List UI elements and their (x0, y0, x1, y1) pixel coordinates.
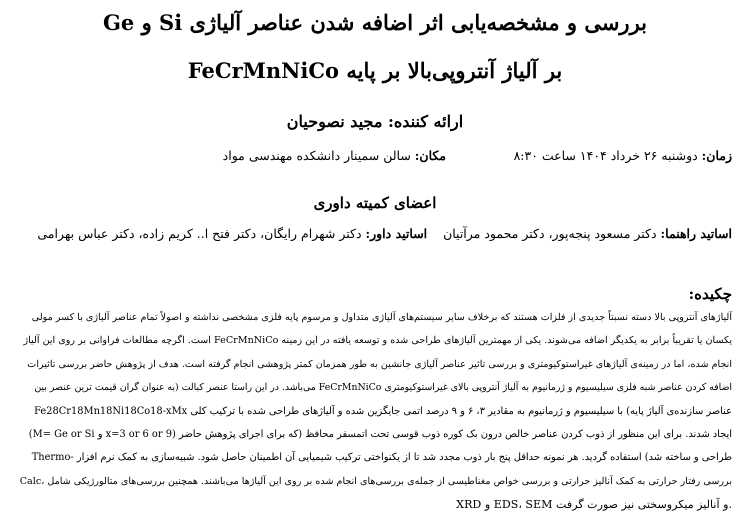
abstract-line: طراحی و ساخته شد) استفاده گردید. هر نمونه حداقل پنج بار ذوب مجدد شد تا از یکنواختی ترکیب شیمیایی آن اطمینان حاصل شود. شبیه‌سازی به کمک نرم افزار -Thermo (31, 452, 732, 464)
presenter: ارائه کننده: مجید نصوحیان (286, 112, 464, 131)
event-time-value: دوشنبه ۲۶ خرداد ۱۴۰۴ ساعت ۸:۳۰ (513, 148, 698, 163)
event-time (514, 148, 732, 163)
abstract-line: XRD و EDS، SEM و آنالیز میکروسختی نیز صورت گرفت. (456, 498, 732, 512)
event-place (36, 148, 446, 163)
advisors-label: اساتید راهنما: (660, 226, 732, 241)
abstract-line: Calc، بررسی رفتار حرارتی به کمک آنالیز حرارتی و بررسی خواص مغناطیسی از جمله‌ی بررسی‌های انجام شده بر روی این آلیاژها می‌باشند. همچنین بررسی‌های متالورژیکی شامل (19, 475, 732, 487)
committee-heading: اعضای کمیته داوری (313, 194, 437, 212)
abstract-line: عناصر سازنده‌ی آلیاژ پایه) با سیلیسیوم و ژرمانیوم به مقادیر ۳، ۶ و ۹ درصد اتمی جایگزین شده و آلیاژهای طراحی شده با ترکیب کلی Fe28Cr18Mn18Ni18Co18-xMx (34, 405, 732, 417)
committee-members (30, 226, 732, 241)
abstract-line: انجام شده، اما در زمینه‌ی آلیاژهای غیراستوکیومتری و بررسی تاثیر عناصر آلیاژی جانشین به طور همزمان کمتر پژوهشی انجام گرفته است. هدف از پژوهش حاضر بررسی تاثیرات (27, 358, 732, 370)
advisors-names: دکتر مسعود پنجه‌پور، دکتر محمود مرآتیان (443, 226, 657, 241)
abstract-line: آلیاژهای آنتروپی بالا دسته نسبتاً جدیدی از فلزات هستند که برخلاف سایر سیستم‌های آلیاژی متداول و مرسوم پایه فلزی مشخصی نداشته و اصولاً تمام عناصر آلیاژی با کسر مولی (31, 312, 732, 323)
referees-names: دکتر شهرام رایگان، دکتر فتح ا.. کریم زاده، دکتر عباس بهرامی (37, 226, 362, 241)
referees-label: اساتید داور: (365, 226, 428, 241)
abstract-body (18, 306, 732, 512)
abstract-line: (M= Ge or Si و x=3 or 6 or 9) ایجاد شدند. برای این منظور از ذوب کردن عناصر خالص درون بک کوره ذوب قوسی تحت اتمسفر محافظ (که برای اجرای پژوهش حاضر (28, 428, 732, 440)
abstract-line: اضافه کردن عناصر شبه فلزی سیلیسیوم و ژرمانیوم به آلیاژ آنتروپی بالای غیراستوکیومتری FeCrMnNiCo می‌باشد. در این راستا عنصر کبالت (به عنوان گران قیمت ترین عنصر بین (34, 382, 732, 394)
abstract-heading: چکیده: (688, 285, 732, 303)
title-line-2: بر آلیاژ آنتروپی‌بالا بر پایه FeCrMnNiCo (187, 58, 563, 83)
event-place-label: مکان: (414, 148, 446, 163)
event-place-value: سالن سمینار دانشکده مهندسی مواد (222, 148, 411, 163)
event-time-label: زمان: (701, 148, 732, 163)
abstract-line: یکسان یا تقریباً برابر به یکدیگر اضافه می‌شوند. یکی از مهمترین آلیاژهای طراحی شده و توسعه یافته در این زمینه FeCrMnNiCo است. اگرچه مطالعات فراوانی بر روی این آلیاژ (23, 335, 732, 347)
title-line-1: بررسی و مشخصه‌یابی اثر اضافه شدن عناصر آلیاژی Si و Ge (102, 10, 648, 35)
